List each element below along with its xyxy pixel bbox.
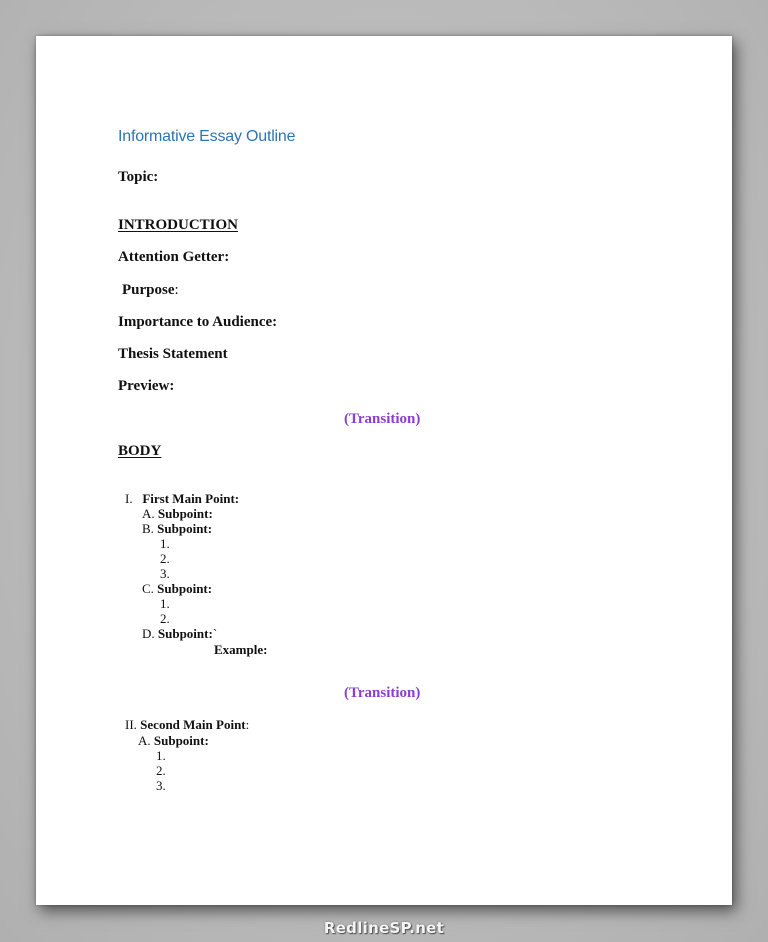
body-heading: BODY — [118, 443, 162, 459]
main-point-1 — [125, 491, 239, 506]
outline-label: Subpoint: — [157, 626, 213, 641]
thesis-label — [118, 346, 228, 363]
outline-marker: A. — [138, 733, 151, 748]
example-label: Example: — [214, 642, 268, 657]
watermark: RedlineSP.net — [323, 919, 445, 937]
field-label: Thesis Statement — [118, 346, 228, 362]
document-page — [36, 36, 732, 905]
outline-marker: C. — [142, 581, 154, 596]
list-item: 1. — [160, 596, 170, 611]
field-trail: : — [174, 282, 179, 298]
main-point-2: II. Second Main Point: — [125, 717, 250, 732]
list-item: 3. — [160, 566, 170, 581]
purpose-label — [122, 282, 179, 299]
field-label: Preview: — [118, 378, 175, 394]
outline-marker: I. — [125, 491, 133, 506]
importance-label — [118, 314, 277, 331]
field-label: Purpose — [122, 282, 175, 298]
subpoint-1c — [142, 581, 212, 596]
topic-label: Topic: — [118, 169, 159, 185]
subpoint-1b — [142, 521, 212, 536]
outline-marker: D. — [142, 626, 155, 641]
document-title: Informative Essay Outline — [118, 128, 296, 145]
transition-text: (Transition) — [344, 411, 421, 427]
field-label: Attention Getter: — [118, 249, 230, 265]
outline-marker: A. — [142, 506, 155, 521]
subpoint-1d: D. Subpoint:` — [142, 626, 218, 641]
outline-label: Subpoint: — [153, 733, 209, 748]
field-label: Importance to Audience: — [118, 314, 278, 330]
outline-label: Subpoint: — [157, 581, 213, 596]
outline-marker: II. — [125, 717, 137, 732]
list-item: 2. — [156, 763, 166, 778]
subpoint-1a — [142, 506, 213, 521]
preview-label — [118, 378, 174, 395]
list-item: 3. — [156, 778, 166, 793]
outline-marker: B. — [142, 521, 154, 536]
list-item: 1. — [160, 536, 170, 551]
introduction-heading: INTRODUCTION — [118, 217, 239, 233]
list-item: 2. — [160, 551, 170, 566]
subpoint-2a — [138, 733, 209, 748]
list-item: 2. — [160, 611, 170, 626]
outline-label: First Main Point: — [142, 491, 240, 506]
transition-text: (Transition) — [344, 685, 421, 701]
list-item: 1. — [156, 748, 166, 763]
outline-label: Subpoint: — [157, 521, 213, 536]
outline-label: Subpoint: — [157, 506, 213, 521]
attention-getter-label — [118, 249, 229, 266]
outline-label: Second Main Point — [140, 717, 246, 732]
